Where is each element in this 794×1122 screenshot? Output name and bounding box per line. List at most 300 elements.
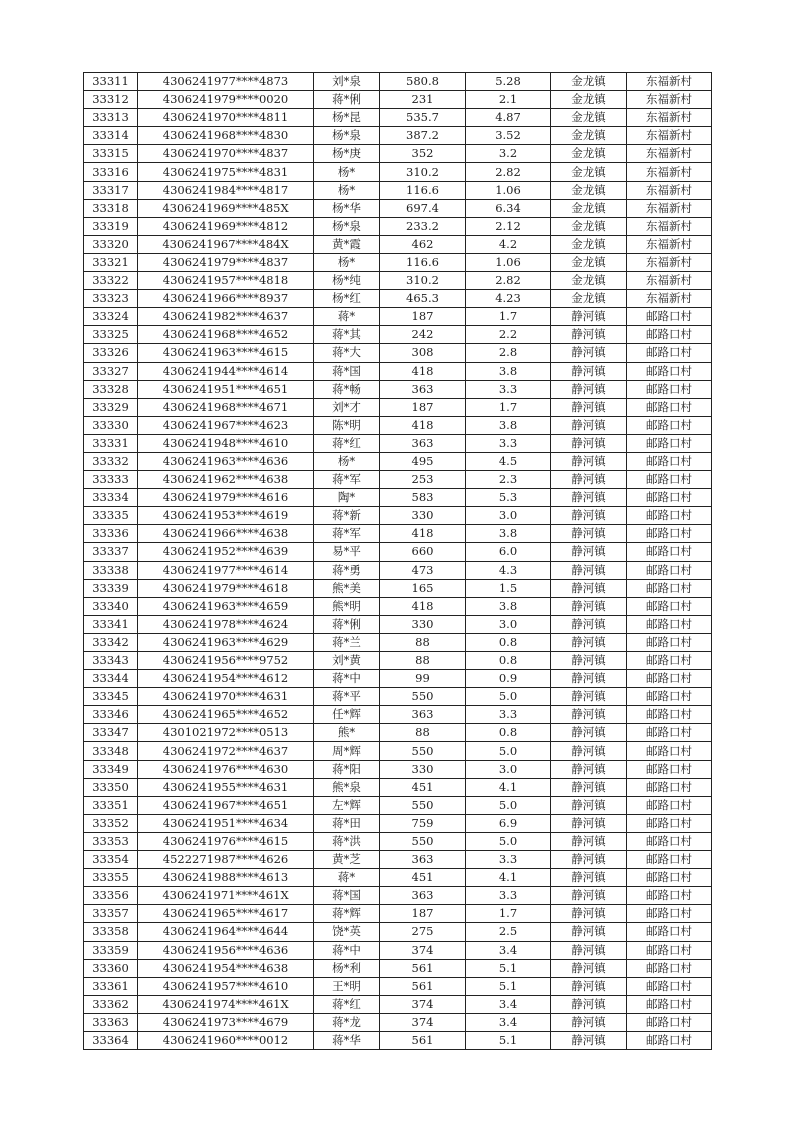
cell-village: 邮路口村 bbox=[627, 959, 712, 977]
cell-row-number: 33324 bbox=[84, 308, 138, 326]
cell-village: 邮路口村 bbox=[627, 489, 712, 507]
cell-quantity: 3.8 bbox=[466, 416, 551, 434]
table-row bbox=[84, 235, 712, 253]
table-row bbox=[84, 615, 712, 633]
table-row bbox=[84, 362, 712, 380]
cell-row-number: 33322 bbox=[84, 272, 138, 290]
cell-quantity: 5.3 bbox=[466, 489, 551, 507]
cell-village: 邮路口村 bbox=[627, 670, 712, 688]
cell-town: 静河镇 bbox=[551, 434, 627, 452]
cell-village: 东福新村 bbox=[627, 217, 712, 235]
cell-quantity: 3.4 bbox=[466, 941, 551, 959]
cell-quantity: 5.1 bbox=[466, 1031, 551, 1049]
table-row bbox=[84, 163, 712, 181]
cell-id-number: 4306241967****4651 bbox=[138, 796, 314, 814]
cell-id-number: 4306241979****4837 bbox=[138, 253, 314, 271]
cell-amount: 418 bbox=[380, 597, 466, 615]
cell-amount: 660 bbox=[380, 543, 466, 561]
cell-quantity: 5.0 bbox=[466, 688, 551, 706]
table-row bbox=[84, 724, 712, 742]
cell-village: 邮路口村 bbox=[627, 851, 712, 869]
cell-id-number: 4306241972****4637 bbox=[138, 742, 314, 760]
cell-name: 蒋*军 bbox=[314, 525, 380, 543]
cell-quantity: 1.7 bbox=[466, 308, 551, 326]
cell-name: 蒋*华 bbox=[314, 1031, 380, 1049]
cell-quantity: 6.9 bbox=[466, 814, 551, 832]
cell-row-number: 33338 bbox=[84, 561, 138, 579]
cell-village: 东福新村 bbox=[627, 109, 712, 127]
cell-row-number: 33316 bbox=[84, 163, 138, 181]
cell-row-number: 33336 bbox=[84, 525, 138, 543]
table-row bbox=[84, 91, 712, 109]
cell-quantity: 2.5 bbox=[466, 923, 551, 941]
cell-name: 蒋* bbox=[314, 308, 380, 326]
cell-amount: 330 bbox=[380, 760, 466, 778]
cell-village: 东福新村 bbox=[627, 145, 712, 163]
cell-row-number: 33364 bbox=[84, 1031, 138, 1049]
cell-town: 金龙镇 bbox=[551, 91, 627, 109]
cell-id-number: 4306241970****4631 bbox=[138, 688, 314, 706]
table-row bbox=[84, 471, 712, 489]
cell-town: 静河镇 bbox=[551, 362, 627, 380]
table-row bbox=[84, 344, 712, 362]
cell-row-number: 33332 bbox=[84, 452, 138, 470]
cell-village: 邮路口村 bbox=[627, 633, 712, 651]
cell-name: 蒋*中 bbox=[314, 941, 380, 959]
cell-id-number: 4306241968****4671 bbox=[138, 398, 314, 416]
cell-name: 蒋*大 bbox=[314, 344, 380, 362]
table-row bbox=[84, 543, 712, 561]
cell-amount: 561 bbox=[380, 959, 466, 977]
cell-amount: 387.2 bbox=[380, 127, 466, 145]
cell-row-number: 33352 bbox=[84, 814, 138, 832]
cell-amount: 550 bbox=[380, 688, 466, 706]
cell-id-number: 4306241944****4614 bbox=[138, 362, 314, 380]
cell-row-number: 33331 bbox=[84, 434, 138, 452]
table-row bbox=[84, 851, 712, 869]
cell-quantity: 3.0 bbox=[466, 507, 551, 525]
cell-id-number: 4306241967****484X bbox=[138, 235, 314, 253]
cell-village: 邮路口村 bbox=[627, 796, 712, 814]
cell-town: 静河镇 bbox=[551, 778, 627, 796]
cell-row-number: 33340 bbox=[84, 597, 138, 615]
cell-town: 静河镇 bbox=[551, 561, 627, 579]
cell-town: 静河镇 bbox=[551, 507, 627, 525]
cell-quantity: 5.1 bbox=[466, 959, 551, 977]
cell-town: 静河镇 bbox=[551, 905, 627, 923]
cell-row-number: 33315 bbox=[84, 145, 138, 163]
cell-name: 易*平 bbox=[314, 543, 380, 561]
cell-amount: 374 bbox=[380, 995, 466, 1013]
cell-town: 金龙镇 bbox=[551, 272, 627, 290]
cell-village: 邮路口村 bbox=[627, 416, 712, 434]
cell-amount: 374 bbox=[380, 1013, 466, 1031]
cell-quantity: 5.1 bbox=[466, 977, 551, 995]
cell-quantity: 5.28 bbox=[466, 73, 551, 91]
cell-amount: 473 bbox=[380, 561, 466, 579]
cell-id-number: 4306241979****4618 bbox=[138, 579, 314, 597]
cell-village: 东福新村 bbox=[627, 290, 712, 308]
cell-village: 东福新村 bbox=[627, 181, 712, 199]
cell-amount: 550 bbox=[380, 742, 466, 760]
cell-amount: 561 bbox=[380, 1031, 466, 1049]
cell-row-number: 33341 bbox=[84, 615, 138, 633]
cell-row-number: 33355 bbox=[84, 869, 138, 887]
cell-town: 静河镇 bbox=[551, 923, 627, 941]
cell-id-number: 4306241951****4634 bbox=[138, 814, 314, 832]
cell-name: 熊* bbox=[314, 724, 380, 742]
cell-name: 蒋*勇 bbox=[314, 561, 380, 579]
cell-row-number: 33313 bbox=[84, 109, 138, 127]
cell-row-number: 33359 bbox=[84, 941, 138, 959]
cell-town: 静河镇 bbox=[551, 977, 627, 995]
cell-quantity: 3.3 bbox=[466, 706, 551, 724]
cell-village: 邮路口村 bbox=[627, 507, 712, 525]
cell-id-number: 4301021972****0513 bbox=[138, 724, 314, 742]
cell-name: 黄*霞 bbox=[314, 235, 380, 253]
cell-town: 静河镇 bbox=[551, 543, 627, 561]
cell-quantity: 4.87 bbox=[466, 109, 551, 127]
cell-row-number: 33327 bbox=[84, 362, 138, 380]
cell-row-number: 33330 bbox=[84, 416, 138, 434]
cell-id-number: 4306241963****4636 bbox=[138, 452, 314, 470]
cell-id-number: 4306241984****4817 bbox=[138, 181, 314, 199]
cell-row-number: 33349 bbox=[84, 760, 138, 778]
cell-quantity: 2.1 bbox=[466, 91, 551, 109]
cell-row-number: 33334 bbox=[84, 489, 138, 507]
cell-id-number: 4306241963****4659 bbox=[138, 597, 314, 615]
table-row bbox=[84, 1013, 712, 1031]
cell-name: 熊*美 bbox=[314, 579, 380, 597]
cell-amount: 253 bbox=[380, 471, 466, 489]
table-row bbox=[84, 308, 712, 326]
cell-town: 静河镇 bbox=[551, 471, 627, 489]
cell-row-number: 33329 bbox=[84, 398, 138, 416]
cell-village: 邮路口村 bbox=[627, 778, 712, 796]
cell-amount: 363 bbox=[380, 380, 466, 398]
cell-id-number: 4306241956****9752 bbox=[138, 652, 314, 670]
cell-id-number: 4306241966****4638 bbox=[138, 525, 314, 543]
cell-id-number: 4306241966****8937 bbox=[138, 290, 314, 308]
table-row bbox=[84, 525, 712, 543]
table-row bbox=[84, 561, 712, 579]
cell-quantity: 1.06 bbox=[466, 181, 551, 199]
cell-town: 金龙镇 bbox=[551, 290, 627, 308]
table-row bbox=[84, 1031, 712, 1049]
cell-name: 杨* bbox=[314, 253, 380, 271]
cell-id-number: 4306241978****4624 bbox=[138, 615, 314, 633]
cell-town: 静河镇 bbox=[551, 760, 627, 778]
cell-amount: 451 bbox=[380, 869, 466, 887]
cell-town: 金龙镇 bbox=[551, 109, 627, 127]
cell-name: 杨*红 bbox=[314, 290, 380, 308]
cell-id-number: 4306241969****485X bbox=[138, 199, 314, 217]
cell-id-number: 4306241963****4615 bbox=[138, 344, 314, 362]
cell-town: 静河镇 bbox=[551, 633, 627, 651]
cell-amount: 88 bbox=[380, 724, 466, 742]
cell-village: 邮路口村 bbox=[627, 905, 712, 923]
cell-amount: 99 bbox=[380, 670, 466, 688]
cell-village: 东福新村 bbox=[627, 235, 712, 253]
cell-amount: 116.6 bbox=[380, 253, 466, 271]
cell-id-number: 4306241951****4651 bbox=[138, 380, 314, 398]
table-row bbox=[84, 832, 712, 850]
cell-quantity: 2.82 bbox=[466, 163, 551, 181]
cell-village: 邮路口村 bbox=[627, 869, 712, 887]
cell-row-number: 33347 bbox=[84, 724, 138, 742]
cell-row-number: 33346 bbox=[84, 706, 138, 724]
cell-row-number: 33319 bbox=[84, 217, 138, 235]
cell-town: 静河镇 bbox=[551, 887, 627, 905]
cell-town: 金龙镇 bbox=[551, 127, 627, 145]
cell-quantity: 2.3 bbox=[466, 471, 551, 489]
cell-village: 邮路口村 bbox=[627, 344, 712, 362]
cell-amount: 275 bbox=[380, 923, 466, 941]
cell-id-number: 4306241964****4644 bbox=[138, 923, 314, 941]
cell-village: 邮路口村 bbox=[627, 706, 712, 724]
cell-name: 杨* bbox=[314, 163, 380, 181]
cell-amount: 88 bbox=[380, 633, 466, 651]
cell-row-number: 33337 bbox=[84, 543, 138, 561]
table-row bbox=[84, 434, 712, 452]
cell-amount: 363 bbox=[380, 706, 466, 724]
cell-quantity: 3.4 bbox=[466, 1013, 551, 1031]
cell-row-number: 33328 bbox=[84, 380, 138, 398]
cell-row-number: 33333 bbox=[84, 471, 138, 489]
cell-village: 邮路口村 bbox=[627, 362, 712, 380]
cell-name: 周*辉 bbox=[314, 742, 380, 760]
cell-town: 金龙镇 bbox=[551, 163, 627, 181]
cell-name: 蒋*洪 bbox=[314, 832, 380, 850]
cell-quantity: 1.7 bbox=[466, 905, 551, 923]
cell-quantity: 3.52 bbox=[466, 127, 551, 145]
cell-village: 邮路口村 bbox=[627, 941, 712, 959]
cell-town: 静河镇 bbox=[551, 344, 627, 362]
cell-row-number: 33323 bbox=[84, 290, 138, 308]
cell-id-number: 4306241948****4610 bbox=[138, 434, 314, 452]
cell-town: 静河镇 bbox=[551, 724, 627, 742]
cell-name: 黄*芝 bbox=[314, 851, 380, 869]
cell-id-number: 4306241954****4638 bbox=[138, 959, 314, 977]
cell-id-number: 4306241957****4610 bbox=[138, 977, 314, 995]
cell-amount: 583 bbox=[380, 489, 466, 507]
table-row bbox=[84, 923, 712, 941]
cell-amount: 116.6 bbox=[380, 181, 466, 199]
cell-name: 蒋*军 bbox=[314, 471, 380, 489]
cell-town: 静河镇 bbox=[551, 525, 627, 543]
cell-row-number: 33354 bbox=[84, 851, 138, 869]
cell-quantity: 3.8 bbox=[466, 362, 551, 380]
table-row bbox=[84, 145, 712, 163]
cell-village: 邮路口村 bbox=[627, 615, 712, 633]
cell-village: 东福新村 bbox=[627, 127, 712, 145]
cell-town: 静河镇 bbox=[551, 959, 627, 977]
cell-village: 邮路口村 bbox=[627, 579, 712, 597]
cell-name: 蒋*阳 bbox=[314, 760, 380, 778]
cell-row-number: 33312 bbox=[84, 91, 138, 109]
cell-id-number: 4306241962****4638 bbox=[138, 471, 314, 489]
cell-quantity: 3.3 bbox=[466, 887, 551, 905]
cell-amount: 550 bbox=[380, 796, 466, 814]
cell-name: 陶* bbox=[314, 489, 380, 507]
cell-quantity: 3.4 bbox=[466, 995, 551, 1013]
cell-id-number: 4306241953****4619 bbox=[138, 507, 314, 525]
cell-quantity: 3.3 bbox=[466, 380, 551, 398]
cell-amount: 330 bbox=[380, 507, 466, 525]
cell-amount: 495 bbox=[380, 452, 466, 470]
cell-id-number: 4306241954****4612 bbox=[138, 670, 314, 688]
cell-row-number: 33344 bbox=[84, 670, 138, 688]
cell-amount: 451 bbox=[380, 778, 466, 796]
cell-row-number: 33325 bbox=[84, 326, 138, 344]
table-row bbox=[84, 199, 712, 217]
cell-name: 王*明 bbox=[314, 977, 380, 995]
cell-name: 熊*明 bbox=[314, 597, 380, 615]
cell-village: 邮路口村 bbox=[627, 543, 712, 561]
cell-row-number: 33358 bbox=[84, 923, 138, 941]
cell-name: 杨*昆 bbox=[314, 109, 380, 127]
cell-amount: 233.2 bbox=[380, 217, 466, 235]
cell-town: 静河镇 bbox=[551, 1031, 627, 1049]
cell-quantity: 4.2 bbox=[466, 235, 551, 253]
table-row bbox=[84, 127, 712, 145]
cell-town: 静河镇 bbox=[551, 688, 627, 706]
cell-row-number: 33318 bbox=[84, 199, 138, 217]
cell-id-number: 4306241977****4614 bbox=[138, 561, 314, 579]
cell-row-number: 33335 bbox=[84, 507, 138, 525]
table-row bbox=[84, 290, 712, 308]
table-row bbox=[84, 670, 712, 688]
cell-town: 金龙镇 bbox=[551, 73, 627, 91]
cell-name: 杨* bbox=[314, 181, 380, 199]
table-row bbox=[84, 814, 712, 832]
cell-name: 蒋* bbox=[314, 869, 380, 887]
cell-quantity: 0.8 bbox=[466, 724, 551, 742]
cell-amount: 310.2 bbox=[380, 163, 466, 181]
cell-row-number: 33361 bbox=[84, 977, 138, 995]
cell-town: 金龙镇 bbox=[551, 145, 627, 163]
cell-town: 静河镇 bbox=[551, 706, 627, 724]
cell-quantity: 2.2 bbox=[466, 326, 551, 344]
table-row bbox=[84, 887, 712, 905]
cell-name: 刘*黄 bbox=[314, 652, 380, 670]
cell-row-number: 33314 bbox=[84, 127, 138, 145]
cell-village: 邮路口村 bbox=[627, 452, 712, 470]
cell-amount: 352 bbox=[380, 145, 466, 163]
cell-amount: 418 bbox=[380, 525, 466, 543]
cell-amount: 697.4 bbox=[380, 199, 466, 217]
cell-quantity: 0.9 bbox=[466, 670, 551, 688]
cell-row-number: 33348 bbox=[84, 742, 138, 760]
cell-quantity: 4.1 bbox=[466, 869, 551, 887]
cell-name: 蒋*俐 bbox=[314, 615, 380, 633]
cell-id-number: 4306241968****4830 bbox=[138, 127, 314, 145]
cell-row-number: 33351 bbox=[84, 796, 138, 814]
cell-name: 蒋*国 bbox=[314, 887, 380, 905]
cell-amount: 187 bbox=[380, 905, 466, 923]
cell-quantity: 4.5 bbox=[466, 452, 551, 470]
table-row bbox=[84, 579, 712, 597]
cell-id-number: 4306241957****4818 bbox=[138, 272, 314, 290]
cell-village: 邮路口村 bbox=[627, 380, 712, 398]
cell-quantity: 1.5 bbox=[466, 579, 551, 597]
table-row bbox=[84, 181, 712, 199]
cell-quantity: 3.8 bbox=[466, 597, 551, 615]
cell-town: 静河镇 bbox=[551, 832, 627, 850]
cell-quantity: 4.1 bbox=[466, 778, 551, 796]
cell-town: 静河镇 bbox=[551, 597, 627, 615]
cell-village: 邮路口村 bbox=[627, 832, 712, 850]
cell-quantity: 4.23 bbox=[466, 290, 551, 308]
table-row bbox=[84, 398, 712, 416]
cell-name: 左*辉 bbox=[314, 796, 380, 814]
cell-amount: 310.2 bbox=[380, 272, 466, 290]
cell-town: 静河镇 bbox=[551, 995, 627, 1013]
cell-amount: 88 bbox=[380, 652, 466, 670]
cell-amount: 187 bbox=[380, 398, 466, 416]
cell-id-number: 4306241976****4630 bbox=[138, 760, 314, 778]
cell-id-number: 4306241970****4837 bbox=[138, 145, 314, 163]
table-row bbox=[84, 253, 712, 271]
cell-id-number: 4306241973****4679 bbox=[138, 1013, 314, 1031]
cell-town: 金龙镇 bbox=[551, 199, 627, 217]
cell-quantity: 3.3 bbox=[466, 851, 551, 869]
cell-village: 邮路口村 bbox=[627, 923, 712, 941]
cell-id-number: 4306241969****4812 bbox=[138, 217, 314, 235]
cell-town: 静河镇 bbox=[551, 452, 627, 470]
cell-quantity: 3.0 bbox=[466, 760, 551, 778]
cell-name: 蒋*辉 bbox=[314, 905, 380, 923]
cell-quantity: 6.0 bbox=[466, 543, 551, 561]
cell-id-number: 4306241970****4811 bbox=[138, 109, 314, 127]
cell-name: 蒋*田 bbox=[314, 814, 380, 832]
cell-name: 饶*英 bbox=[314, 923, 380, 941]
cell-name: 杨*华 bbox=[314, 199, 380, 217]
table-row bbox=[84, 959, 712, 977]
cell-id-number: 4306241965****4617 bbox=[138, 905, 314, 923]
cell-name: 杨*庚 bbox=[314, 145, 380, 163]
table-row bbox=[84, 416, 712, 434]
cell-village: 邮路口村 bbox=[627, 977, 712, 995]
cell-row-number: 33320 bbox=[84, 235, 138, 253]
cell-name: 任*辉 bbox=[314, 706, 380, 724]
cell-amount: 308 bbox=[380, 344, 466, 362]
cell-town: 静河镇 bbox=[551, 489, 627, 507]
cell-amount: 330 bbox=[380, 615, 466, 633]
cell-amount: 465.3 bbox=[380, 290, 466, 308]
cell-village: 邮路口村 bbox=[627, 724, 712, 742]
table-row bbox=[84, 272, 712, 290]
cell-row-number: 33360 bbox=[84, 959, 138, 977]
cell-town: 静河镇 bbox=[551, 670, 627, 688]
cell-town: 静河镇 bbox=[551, 579, 627, 597]
cell-amount: 580.8 bbox=[380, 73, 466, 91]
cell-village: 邮路口村 bbox=[627, 326, 712, 344]
table-row bbox=[84, 652, 712, 670]
cell-amount: 759 bbox=[380, 814, 466, 832]
data-table bbox=[83, 72, 712, 1050]
cell-village: 邮路口村 bbox=[627, 398, 712, 416]
cell-row-number: 33321 bbox=[84, 253, 138, 271]
cell-name: 熊*泉 bbox=[314, 778, 380, 796]
cell-village: 邮路口村 bbox=[627, 525, 712, 543]
cell-quantity: 3.3 bbox=[466, 434, 551, 452]
table-row bbox=[84, 452, 712, 470]
cell-name: 蒋*兰 bbox=[314, 633, 380, 651]
table-row bbox=[84, 796, 712, 814]
cell-amount: 363 bbox=[380, 887, 466, 905]
cell-name: 蒋*平 bbox=[314, 688, 380, 706]
